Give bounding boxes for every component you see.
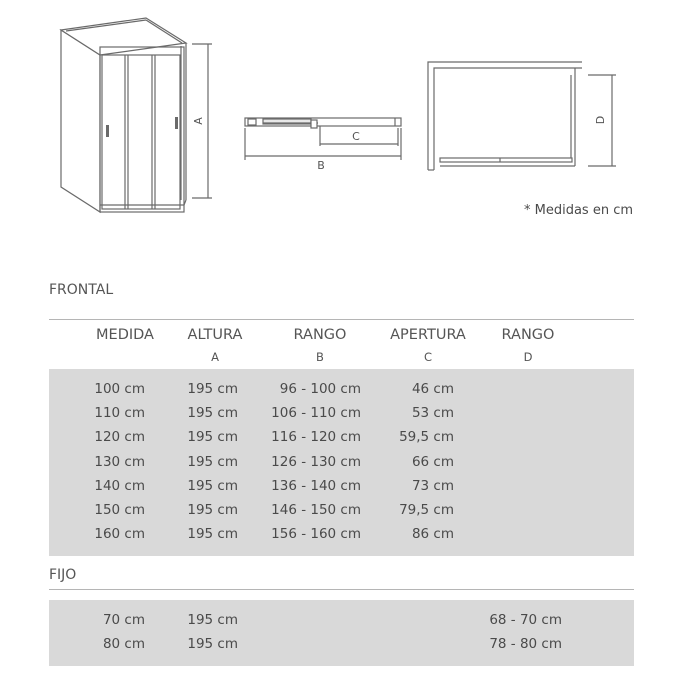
header-medida: MEDIDA [96,327,154,343]
cell-apertura: 73 cm [411,477,454,494]
cell-apertura: 46 cm [411,381,454,397]
cell-medida: 70 cm [102,612,145,628]
subheader-a: A [211,350,219,364]
label-d: D [594,115,607,125]
plan-view-drawing [245,118,401,160]
fijo-title: FIJO [49,567,77,583]
cell-medida: 130 cm [94,453,145,470]
cell-apertura: 79,5 cm [399,502,454,518]
header-rango-d: RANGO [501,327,555,343]
cell-apertura: 53 cm [411,405,454,422]
enclosure-perspective-drawing [61,18,186,212]
cell-medida: 160 cm [94,526,145,543]
subheader-c: C [423,350,433,364]
subheader-b: B [316,350,324,364]
fijo-table-band [49,600,634,666]
right-handle-icon [175,117,178,129]
cell-altura: 195 cm [187,453,238,470]
cell-rango-b: 116 - 120 cm [271,429,361,446]
frontal-divider [49,319,634,320]
cell-apertura: 59,5 cm [399,429,454,446]
cell-apertura: 86 cm [411,526,454,543]
measurements-note: * Medidas en cm [524,203,634,218]
cell-rango-d: 68 - 70 cm [489,612,562,628]
subheader-d: D [523,350,533,364]
cell-altura: 195 cm [187,612,238,628]
cell-altura: 195 cm [187,381,238,397]
cell-medida: 120 cm [94,429,145,446]
cell-altura: 195 cm [187,526,238,543]
cell-rango-b: 136 - 140 cm [271,477,361,494]
header-apertura: APERTURA [390,327,466,343]
cell-rango-b: 146 - 150 cm [271,502,361,518]
cell-medida: 140 cm [94,477,145,494]
label-c: C [352,130,360,143]
fijo-divider [49,589,634,590]
header-rango-b: RANGO [293,327,347,343]
cell-medida: 80 cm [102,636,145,652]
cell-medida: 150 cm [94,502,145,518]
cell-rango-b: 106 - 110 cm [271,405,361,422]
fixed-panel-plan-drawing [428,62,616,170]
frontal-title: FRONTAL [49,282,114,298]
cell-altura: 195 cm [187,477,238,494]
cell-altura: 195 cm [187,405,238,422]
cell-altura: 195 cm [187,636,238,652]
cell-medida: 100 cm [94,381,145,397]
label-a: A [192,117,205,125]
header-altura: ALTURA [187,327,243,343]
left-handle-icon [106,125,109,137]
cell-altura: 195 cm [187,429,238,446]
cell-rango-b: 96 - 100 cm [279,381,361,397]
cell-rango-b: 126 - 130 cm [271,453,361,470]
cell-apertura: 66 cm [411,453,454,470]
label-b: B [317,159,325,172]
cell-medida: 110 cm [94,405,145,422]
cell-altura: 195 cm [187,502,238,518]
cell-rango-b: 156 - 160 cm [271,526,361,543]
cell-rango-d: 78 - 80 cm [489,636,562,652]
